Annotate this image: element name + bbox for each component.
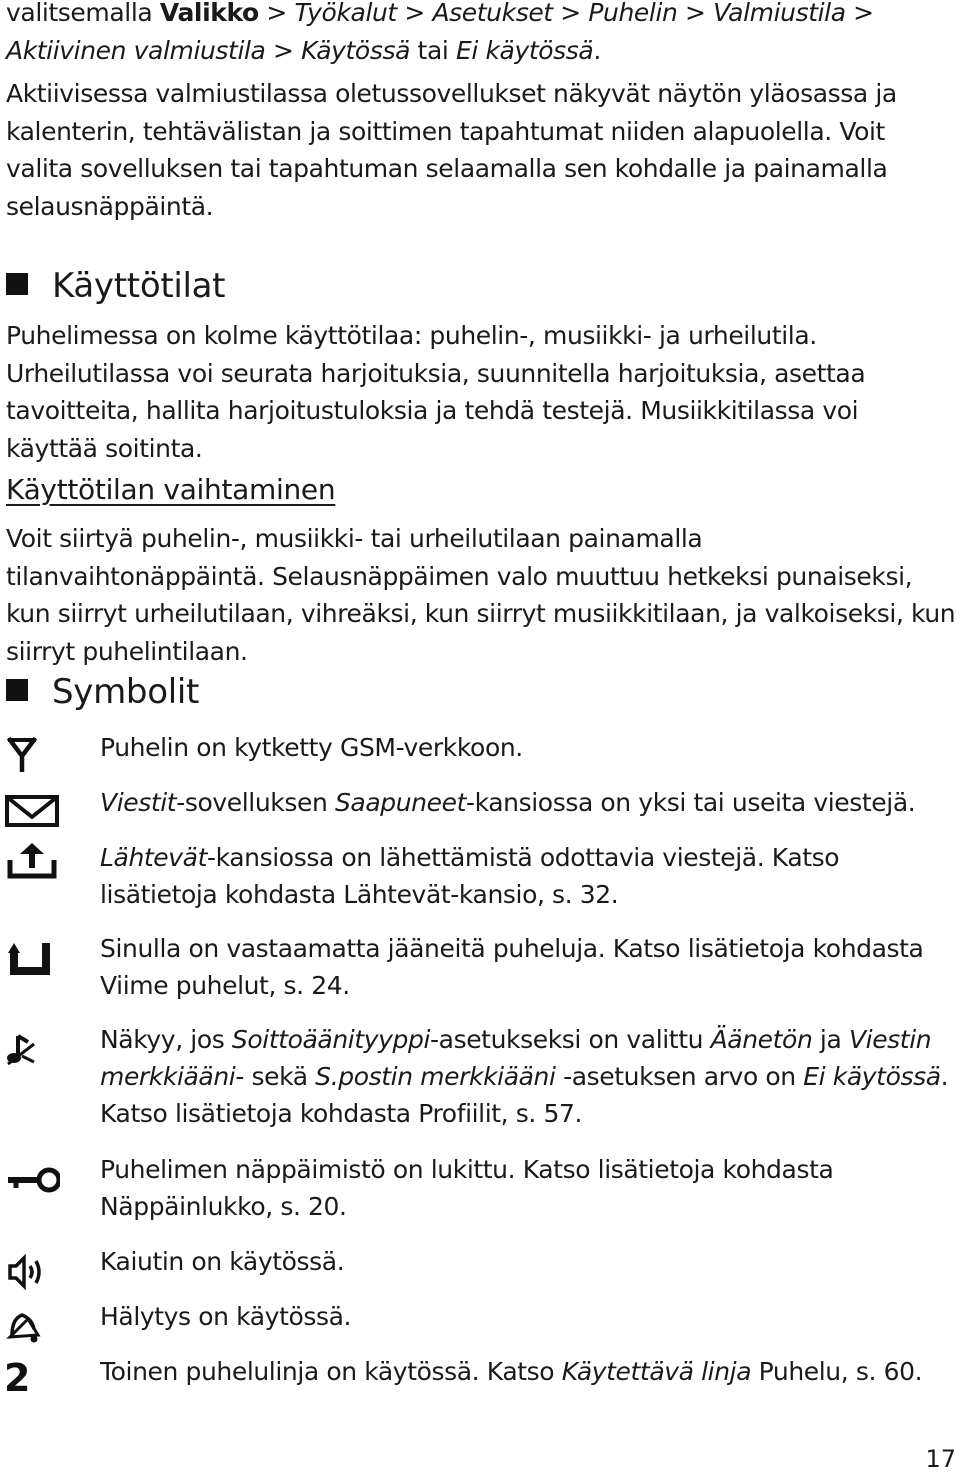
symbol-desc-loudspeaker: Kaiutin on käytössä. bbox=[100, 1247, 345, 1276]
loudspeaker-icon bbox=[4, 1252, 60, 1292]
desc-text: - sekä bbox=[235, 1062, 316, 1091]
line-two-icon: 2 bbox=[4, 1356, 31, 1400]
symbols-heading-text: Symbolit bbox=[52, 672, 200, 712]
menu-key-label: Valikko bbox=[159, 0, 259, 27]
page-number: 17 bbox=[925, 1445, 956, 1473]
desc-text: -kansiossa on yksi tai useita viestejä. bbox=[466, 788, 916, 817]
heading-bullet-icon bbox=[6, 273, 28, 295]
folder-name: Lähtevät bbox=[100, 843, 207, 872]
keypad-lock-icon bbox=[4, 1160, 60, 1200]
folder-name: Saapuneet bbox=[334, 788, 466, 817]
alarm-icon bbox=[4, 1307, 60, 1347]
desc-text: -sovelluksen bbox=[176, 788, 335, 817]
intro-text: tai bbox=[410, 35, 456, 65]
switching-heading: Käyttötilan vaihtaminen bbox=[6, 473, 336, 506]
desc-text: Puhelu, s. 60. bbox=[751, 1357, 923, 1386]
setting-name: Soittoäänityyppi bbox=[231, 1025, 431, 1054]
symbol-desc-network: Puhelin on kytketty GSM-verkkoon. bbox=[100, 733, 523, 762]
modes-paragraph: Puhelimessa on kolme käyttötilaa: puhelin-, musiikki- ja urheilutila. Urheilutilassa voi seurata harjoituksia, suunnitella harjoituksia, asettaa tavoitteita, hallita harjoitustuloksia ja tehdä testejä. Musiikkitilassa voi käyttää soitinta. bbox=[6, 321, 866, 463]
setting-value: Ei käytössä bbox=[803, 1062, 941, 1091]
outbox-icon bbox=[4, 840, 60, 880]
desc-text: Näkyy, jos bbox=[100, 1025, 232, 1054]
silent-icon bbox=[4, 1030, 60, 1070]
desc-text: -asetuksen arvo on bbox=[555, 1062, 804, 1091]
intro-path-paragraph bbox=[6, 0, 956, 69]
symbol-desc-inbox bbox=[100, 784, 950, 821]
symbol-desc-line-two bbox=[100, 1353, 950, 1390]
modes-heading bbox=[6, 266, 225, 306]
switching-paragraph: Voit siirtyä puhelin-, musiikki- tai urheilutilaan painamalla tilanvaihtonäppäintä. Selausnäppäimen valo muuttuu hetkeksi punaiseksi, kun siirryt urheilutilaan, vihreäksi, kun siirryt musiikkitilaan, ja valkoiseksi, kun siirryt puhelintilaan. bbox=[6, 524, 956, 666]
app-name: Viestit bbox=[100, 788, 177, 817]
setting-name: Käytettävä linja bbox=[561, 1357, 752, 1386]
symbol-desc-keypad-lock: Puhelimen näppäimistö on lukittu. Katso lisätietoja kohdasta Näppäinlukko, s. 20. bbox=[100, 1155, 834, 1221]
symbol-desc-outbox bbox=[100, 839, 950, 913]
desc-text: ja bbox=[812, 1025, 849, 1054]
setting-value: Äänetön bbox=[710, 1025, 813, 1054]
setting-name: Viestin merkkiääni bbox=[100, 1025, 932, 1091]
desc-text: . Katso lisätietoja kohdasta Profiilit, s. 57. bbox=[100, 1062, 949, 1128]
setting-name: S.postin merkkiääni bbox=[315, 1062, 556, 1091]
envelope-icon bbox=[4, 789, 60, 829]
network-antenna-icon bbox=[4, 732, 60, 772]
intro-text: valitsemalla bbox=[6, 0, 160, 27]
symbols-heading bbox=[6, 672, 199, 712]
desc-text: -asetukseksi on valittu bbox=[430, 1025, 711, 1054]
active-standby-paragraph: Aktiivisessa valmiustilassa oletussovellukset näkyvät näytön yläosassa ja kalenterin, tehtävälistan ja soittimen tapahtumat niiden alapuolella. Voit valita sovelluksen tai tapahtuman selaamalla sen kohdalle ja painamalla selausnäppäintä. bbox=[6, 79, 897, 221]
missed-call-icon bbox=[4, 937, 60, 977]
heading-bullet-icon bbox=[6, 679, 28, 701]
symbol-desc-alarm: Hälytys on käytössä. bbox=[100, 1302, 352, 1331]
symbol-desc-missed-calls: Sinulla on vastaamatta jääneitä puheluja. Katso lisätietoja kohdasta Viime puhelut, s. 24. bbox=[100, 934, 924, 1000]
desc-text: Toinen puhelulinja on käytössä. Katso bbox=[100, 1357, 562, 1386]
intro-text: . bbox=[593, 35, 601, 65]
symbol-desc-silent bbox=[100, 1021, 950, 1132]
menu-path: > Työkalut > Asetukset > Puhelin > Valmiustila > Aktiivinen valmiustila > Käytössä bbox=[6, 0, 874, 65]
desc-text: -kansiossa on lähettämistä odottavia viestejä. Katso lisätietoja kohdasta Lähtevät-kansio, s. 32. bbox=[100, 843, 840, 909]
option-off: Ei käytössä bbox=[455, 35, 594, 65]
modes-heading-text: Käyttötilat bbox=[52, 266, 226, 306]
